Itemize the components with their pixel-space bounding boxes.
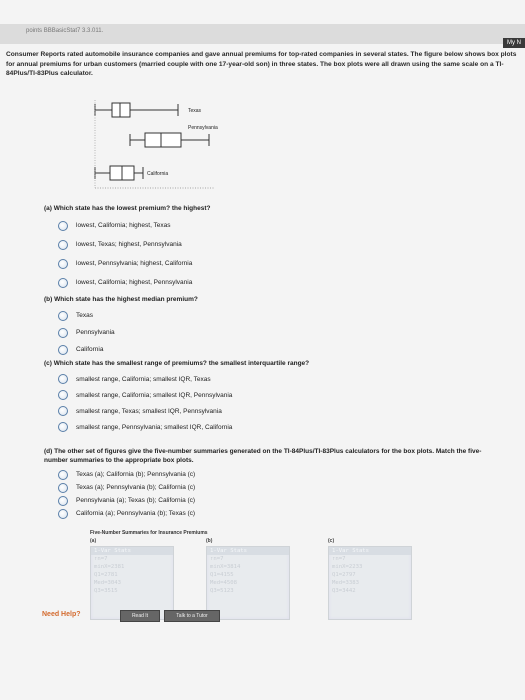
question-b (44, 296, 344, 358)
problem-intro: Consumer Reports rated automobile insurance companies and gave annual premiums for top-rated companies in several states. The figure below shows box plots for annual premiums for urban customers (married couple with one 17-year-old son) in three states. The box plots were all drawn using the same scale on a TI-84Plus/TI-83Plus calculator. (6, 51, 517, 77)
question-c-option[interactable]: smallest range, California; smallest IQR, Pennsylvania (44, 387, 404, 403)
pennsylvania-label: Pennsylvania (188, 125, 218, 131)
radio-button[interactable] (58, 328, 68, 338)
question-a-option[interactable]: lowest, Texas; highest, Pennsylvania (44, 235, 344, 254)
question-c-option[interactable]: smallest range, California; smallest IQR, Texas (44, 371, 404, 387)
box-plot-figure (90, 100, 305, 190)
calculator-screen-b (206, 546, 290, 620)
radio-button[interactable] (58, 240, 68, 250)
radio-button[interactable] (58, 406, 68, 416)
screen-a-label: (a) (90, 538, 97, 544)
radio-button[interactable] (58, 390, 68, 400)
question-c (44, 360, 404, 435)
radio-button[interactable] (58, 422, 68, 432)
screen-line: minX=2233 (332, 564, 363, 570)
pennsylvania-boxplot (130, 125, 218, 147)
screen-line: 1-Var Stats (207, 547, 289, 555)
need-help-label: Need Help? (42, 611, 81, 618)
question-a-title: (a) Which state has the lowest premium? the highest? (44, 205, 211, 212)
screen-line: 1-Var Stats (329, 547, 411, 555)
screen-line: ↑n=7 (210, 556, 224, 562)
radio-button[interactable] (58, 259, 68, 269)
screen-line: Med=3043 (94, 580, 121, 586)
screen-line: ↑n=7 (94, 556, 108, 562)
question-header (0, 24, 525, 44)
screen-line: Q3=3515 (94, 588, 118, 594)
screen-b-label: (b) (206, 538, 213, 544)
screen-line: Q1=2797 (332, 572, 356, 578)
question-a-option[interactable]: lowest, California; highest, Pennsylvania (44, 273, 344, 292)
question-a-option[interactable]: lowest, California; highest, Texas (44, 216, 344, 235)
screen-line: Q3=3442 (332, 588, 356, 594)
radio-button[interactable] (58, 221, 68, 231)
question-d-option[interactable]: Texas (a); California (b); Pennsylvania (c) (44, 468, 504, 481)
question-a-option[interactable]: lowest, Pennsylvania; highest, California (44, 254, 344, 273)
question-d-option[interactable]: California (a); Pennsylvania (b); Texas (c) (44, 507, 504, 520)
screen-line: 1-Var Stats (91, 547, 173, 555)
california-boxplot (95, 166, 168, 180)
radio-button[interactable] (58, 345, 68, 355)
talk-to-tutor-button[interactable]: Talk to a Tutor (164, 610, 220, 622)
five-number-title: Five-Number Summaries for Insurance Premiums (90, 530, 208, 536)
question-b-option[interactable]: Texas (44, 307, 344, 324)
points-label: points BBBasicStat7 3.3.011. (26, 28, 104, 34)
question-b-option[interactable]: Pennsylvania (44, 324, 344, 341)
question-b-title: (b) Which state has the highest median premium? (44, 296, 198, 303)
question-c-option[interactable]: smallest range, Pennsylvania; smallest IQR, California (44, 419, 404, 435)
radio-button[interactable] (58, 311, 68, 321)
radio-button[interactable] (58, 496, 68, 506)
read-it-button[interactable]: Read It (120, 610, 160, 622)
screen-line: Med=3383 (332, 580, 359, 586)
screen-line: minX=3814 (210, 564, 241, 570)
question-a (44, 205, 344, 292)
radio-button[interactable] (58, 374, 68, 384)
radio-button[interactable] (58, 278, 68, 288)
texas-label: Texas (188, 108, 202, 114)
screen-line: Q3=5123 (210, 588, 234, 594)
screen-line: ↑n=7 (332, 556, 346, 562)
calculator-screen-c (328, 546, 412, 620)
screen-line: Med=4508 (210, 580, 237, 586)
screen-line: Q1=2781 (94, 572, 118, 578)
question-c-title: (c) Which state has the smallest range of premiums? the smallest interquartile range? (44, 360, 310, 367)
my-notes-button[interactable]: My N (503, 38, 525, 48)
question-d-option[interactable]: Pennsylvania (a); Texas (b); California (c) (44, 494, 504, 507)
radio-button[interactable] (58, 509, 68, 519)
question-d (44, 447, 504, 520)
radio-button[interactable] (58, 483, 68, 493)
question-c-option[interactable]: smallest range, Texas; smallest IQR, Pennsylvania (44, 403, 404, 419)
question-b-option[interactable]: California (44, 341, 344, 358)
screen-c-label: (c) (328, 538, 335, 544)
screen-line: minX=2381 (94, 564, 125, 570)
question-d-option[interactable]: Texas (a); Pennsylvania (b); California (c) (44, 481, 504, 494)
screen-line: Q1=4155 (210, 572, 234, 578)
california-label: California (147, 171, 169, 177)
radio-button[interactable] (58, 470, 68, 480)
texas-boxplot (95, 103, 202, 117)
question-d-title: (d) The other set of figures give the five-number summaries generated on the TI-84Plus/TI-83Plus calculators for the box plots. Match the five-number summaries to the appropriate box plots. (44, 448, 482, 464)
calculator-screen-a (90, 546, 174, 620)
